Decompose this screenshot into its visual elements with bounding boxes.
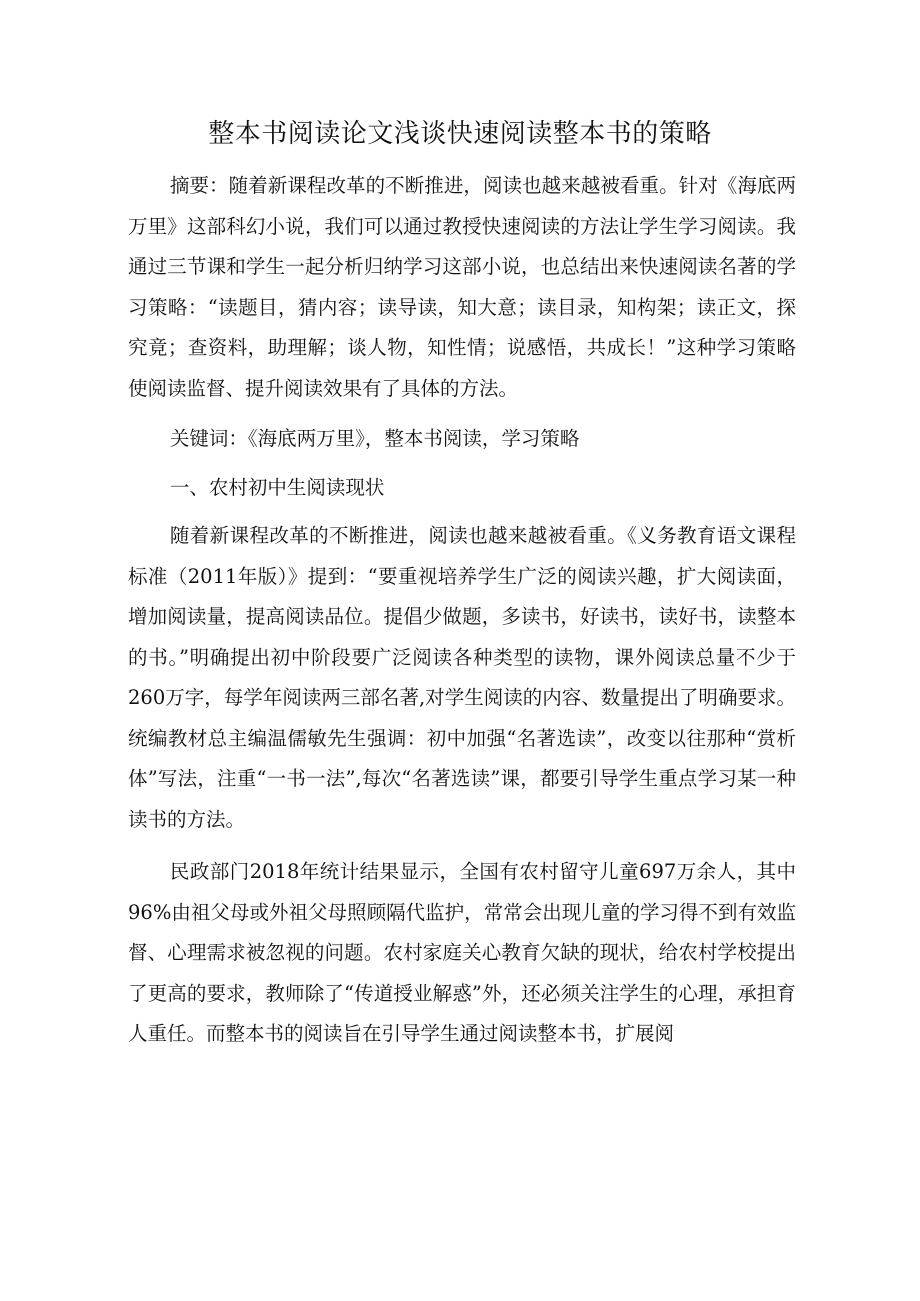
abstract-paragraph: 摘要：随着新课程改革的不断推进，阅读也越来越被看重。针对《海底两万里》这部科幻小说，我们可以通过教授快速阅读的方法让学生学习阅读。我通过三节课和学生一起分析归纳学习这部小说，也总结出来快速阅读名著的学习策略：“读题目，猜内容；读导读，知大意；读目录，知构架；读正文，探究竟；查资料，助理解；谈人物，知性情；说感悟，共成长！”这种学习策略使阅读监督、提升阅读效果有了具体的方法。 [128,174,796,400]
document-body [128,166,796,1055]
body-paragraph-2: 民政部门2018年统计结果显示，全国有农村留守儿童697万余人，其中96%由祖父母或外祖父母照顾隔代监护，常常会出现儿童的学习得不到有效监督、心理需求被忽视的问题。农村家庭关心教育欠缺的现状，给农村学校提出了更高的要求，教师除了“传道授业解惑”外，还必须关注学生的心理，承担育人重任。而整本书的阅读旨在引导学生通过阅读整本书，扩展阅 [128,860,796,1045]
document-title: 整本书阅读论文浅谈快速阅读整本书的策略 [208,119,712,149]
section-heading: 一、农村初中生阅读现状 [169,475,385,499]
keywords-paragraph: 关键词：《海底两万里》，整本书阅读，学习策略 [169,427,580,450]
body-paragraph-1: 随着新课程改革的不断推进，阅读也越来越被看重。《义务教育语文课程标准（2011年版）》提到：“要重视培养学生广泛的阅读兴趣，扩大阅读面，增加阅读量，提高阅读品位。提倡少做题，多读书，好读书，读好书，读整本的书。”明确提出初中阶段要广泛阅读各种类型的读物，课外阅读总量不少于260万字，每学年阅读两三部名著,对学生阅读的内容、数量提出了明确要求。统编教材总主编温儒敏先生强调：初中加强“名著选读”，改变以往那种“赏析体”写法，注重“一书一法”,每次“名著选读”课，都要引导学生重点学习某一种读书的方法。 [128,524,796,831]
